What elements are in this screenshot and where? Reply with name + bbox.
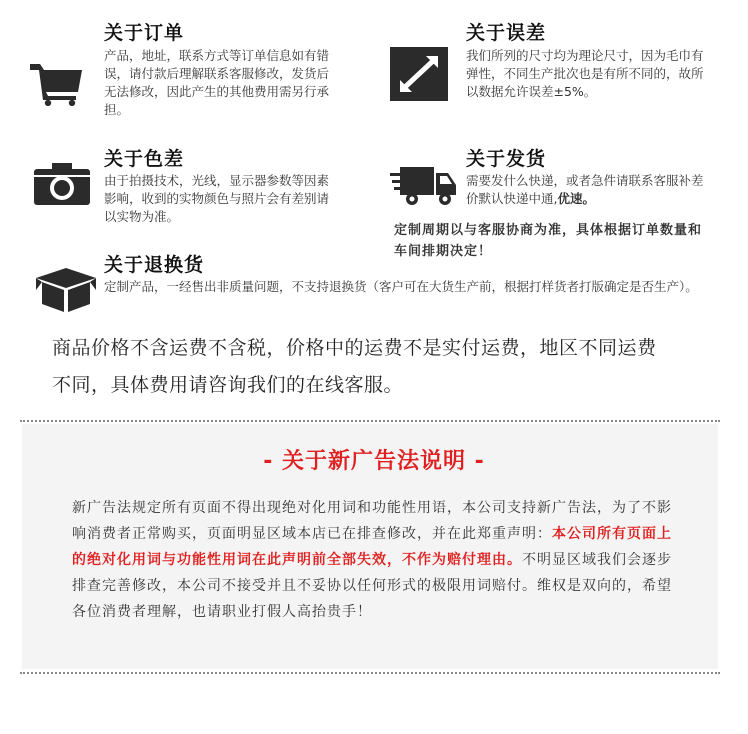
package-box-icon xyxy=(34,266,98,318)
shopping-cart-icon xyxy=(30,62,84,110)
shipping-title: 关于发货 xyxy=(466,148,547,170)
returns-text: 定制产品，一经售出非质量问题，不支持退换货（客户可在大货生产前，根据打样货者打版确定是否生产）。 xyxy=(104,279,698,294)
returns-title: 关于退换货 xyxy=(104,254,205,276)
shipping-text xyxy=(466,172,708,208)
shipping-note: 定制周期以与客服协商为准，具体根据订单数量和车间排期决定！ xyxy=(394,223,703,259)
notice-title: - 关于新广告法说明 - xyxy=(263,449,485,474)
color-text: 由于拍摄技术，光线，显示器参数等因素影响，收到的实物颜色与照片会有差别请以实物为准。 xyxy=(104,173,330,224)
notice-part1: 新广告法规定所有页面不得出现绝对化用词和功能性用语，本公司支持新广告法，为了不影响消费者正常购买，页面明显区域本店已在排查修改，并在此郑重声明： xyxy=(72,500,672,542)
order-text: 产品，地址，联系方式等订单信息如有错误，请付款后理解联系客服修改，发货后无法修改，因此产生的其他费用需另行承担。 xyxy=(104,48,330,117)
shipping-text-bold: 优速。 xyxy=(557,191,595,206)
dotted-divider-top xyxy=(20,420,720,422)
delivery-truck-icon xyxy=(390,165,458,211)
dotted-divider-bottom xyxy=(20,672,720,674)
notice-body xyxy=(72,495,672,625)
resize-arrow-icon xyxy=(390,47,448,105)
notice-part3: 不明显区域我们会逐步排查完善修改，本公司不接受并且不妥协以任何形式的极限用词赔付。维权是双向的，希望各位消费者理解，也请职业打假人高抬贵手！ xyxy=(72,552,672,620)
error-title: 关于误差 xyxy=(466,22,547,44)
error-text: 我们所列的尺寸均为理论尺寸，因为毛巾有弹性，不同生产批次也是有所不同的，故所以数据允许误差±5%。 xyxy=(466,48,704,99)
price-note: 商品价格不含运费不含税，价格中的运费不是实付运费，地区不同运费不同，具体费用请咨询我们的在线客服。 xyxy=(52,337,657,396)
camera-icon xyxy=(34,161,90,209)
color-title: 关于色差 xyxy=(104,148,185,170)
order-title: 关于订单 xyxy=(104,22,185,44)
shipping-text-main: 需要发什么快递，或者急件请联系客服补差价默认快递中通, xyxy=(466,173,704,206)
notice-part2: 本公司所有页面上的绝对化用词与功能性用词在此声明前全部失效，不作为赔付理由。 xyxy=(72,526,672,568)
